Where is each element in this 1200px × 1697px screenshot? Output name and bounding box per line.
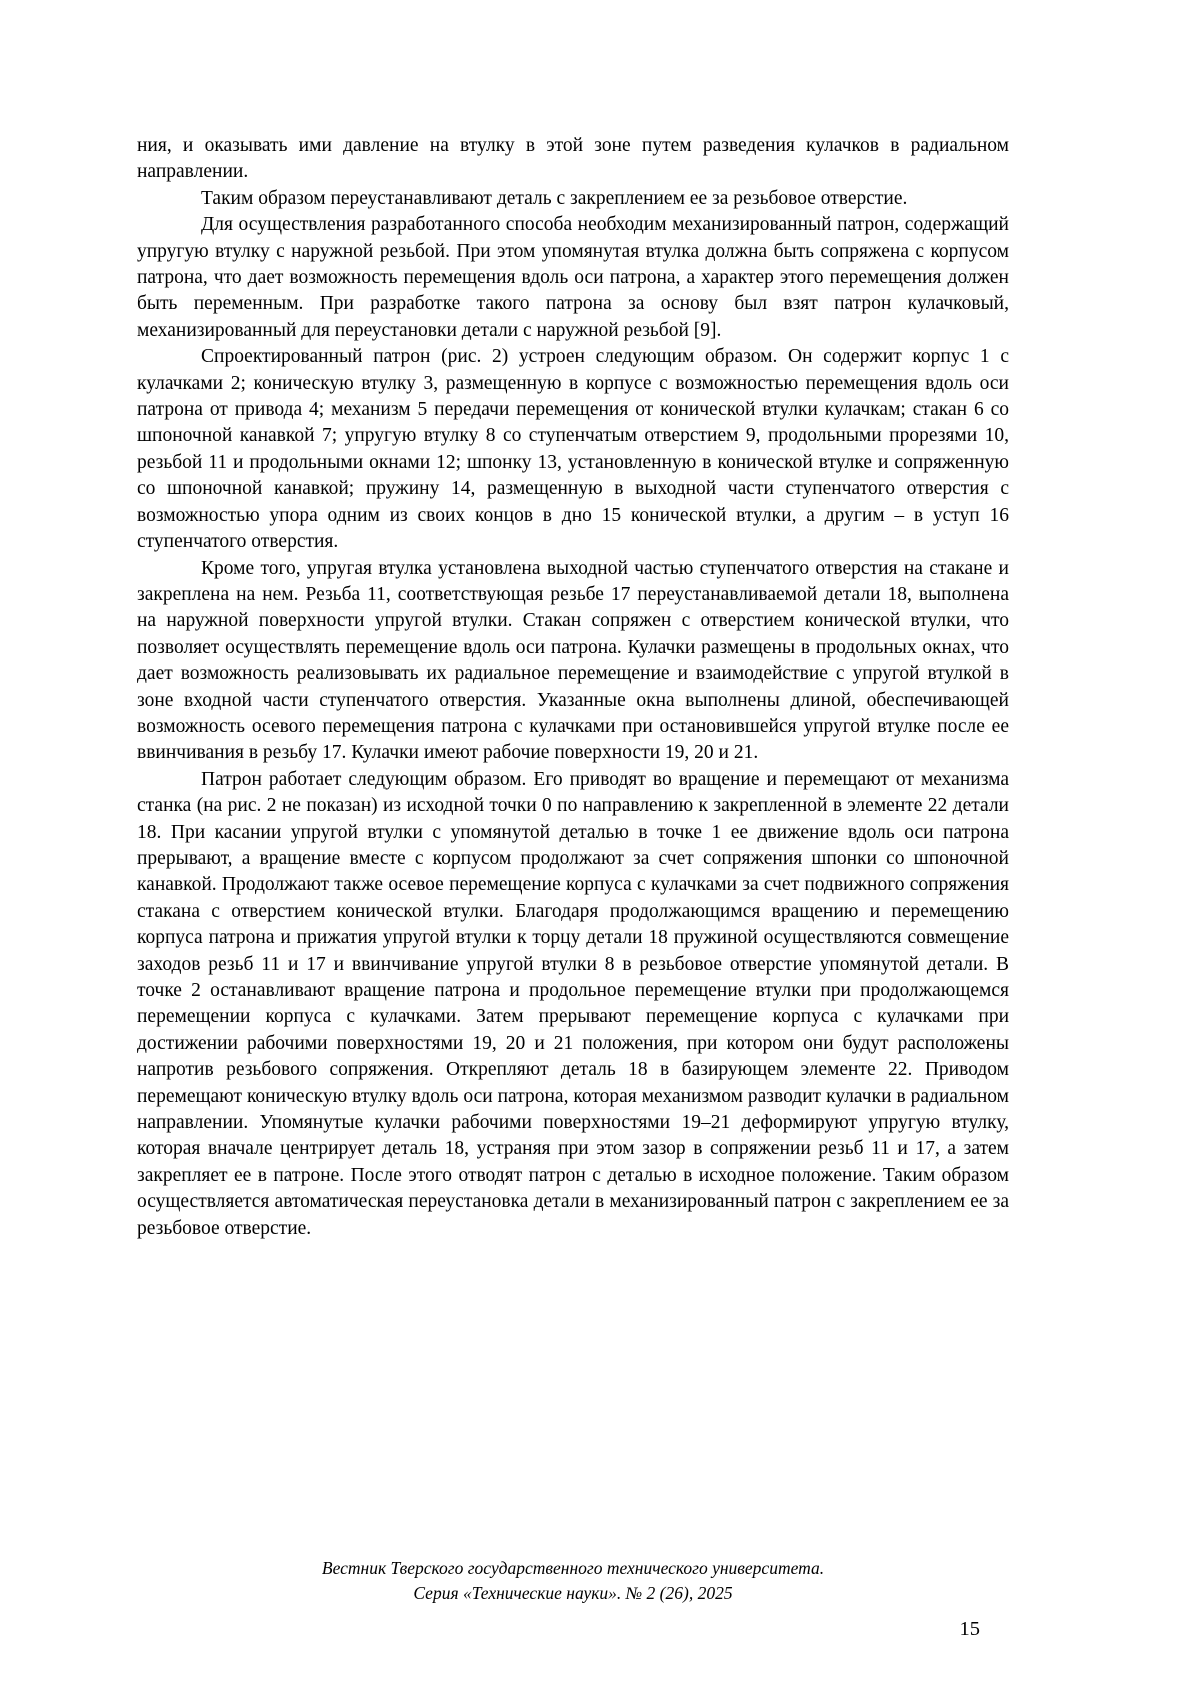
paragraph: Спроектированный патрон (рис. 2) устроен следующим образом. Он содержит корпус 1 с кулачками 2; коническую втулку 3, размещенную в корпусе с возможностью перемещения вдоль оси патрона от привода 4; механизм 5 передачи перемещения от конической втулки кулачкам; стакан 6 со шпоночной канавкой 7; упругую втулку 8 со ступенчатым отверстием 9, продольными прорезями 10, резьбой 11 и продольными окнами 12; шпонку 13, установленную в конической втулке и сопряженную со шпоночной канавкой; пружину 14, размещенную в выходной части ступенчатого отверстия с возможностью упора одним из своих концов в дно 15 конической втулки, а другим – в уступ 16 ступенчатого отверстия. [137,346,1009,553]
paragraph: Таким образом переустанавливают деталь с закреплением ее за резьбовое отверстие. [201,187,908,209]
journal-footer [137,1556,1009,1606]
paragraph: Патрон работает следующим образом. Его приводят во вращение и перемещают от механизма станка (на рис. 2 не показан) из исходной точки 0 по направлению к закрепленной в элементе 22 детали 18. При касании упругой втулки с упомянутой деталью в точке 1 ее движение вдоль оси патрона прерывают, а вращение вместе с корпусом продолжают за счет сопряжения шпонки со шпоночной канавкой. Продолжают также осевое перемещение корпуса с кулачками за счет подвижного сопряжения стакана с отверстием конической втулки. Благодаря продолжающимся вращению и перемещению корпуса патрона и прижатия упругой втулки к торцу детали 18 пружиной осуществляются совмещение заходов резьб 11 и 17 и ввинчивание упругой втулки 8 в резьбовое отверстие упомянутой детали. В точке 2 останавливают вращение патрона и продольное перемещение втулки при продолжающемся перемещении корпуса с кулачками. Затем прерывают перемещение корпуса с кулачками при достижении рабочими поверхностями 19, 20 и 21 положения, при котором они будут расположены напротив резьбового сопряжения. Открепляют деталь 18 в базирующем элементе 22. Приводом перемещают коническую втулку вдоль оси патрона, которая механизмом разводит кулачки в радиальном направлении. Упомянутые кулачки рабочими поверхностями 19–21 деформируют упругую втулку, которая вначале центрирует деталь 18, устраняя при этом зазор в сопряжении резьб 11 и 17, а затем закрепляет ее в патроне. После этого отводят патрон с деталью в исходное положение. Таким образом осуществляется автоматическая переустановка детали в механизированный патрон с закреплением ее за резьбовое отверстие. [137,768,1009,1239]
paragraph: Кроме того, упругая втулка установлена выходной частью ступенчатого отверстия на стакане и закреплена на нем. Резьба 11, соответствующая резьбе 17 переустанавливаемой детали 18, выполнена на наружной поверхности упругой втулки. Стакан сопряжен с отверстием конической втулки, что позволяет осуществлять перемещение вдоль оси патрона. Кулачки размещены в продольных окнах, что дает возможность реализовывать их радиальное перемещение и взаимодействие с упругой втулкой в зоне входной части ступенчатого отверстия. Указанные окна выполнены длиной, обеспечивающей возможность осевого перемещения патрона с кулачками при остановившейся упругой втулке после ее ввинчивания в резьбу 17. Кулачки имеют рабочие поверхности 19, 20 и 21. [137,557,1009,764]
page-number: 15 [959,1618,980,1640]
journal-footer-line-2: Серия «Технические науки». № 2 (26), 2025 [413,1583,733,1603]
paragraph-continuation: ния, и оказывать ими давление на втулку в этой зоне путем разведения кулачков в радиальном направлении. [137,135,1009,183]
body-text [137,133,1009,1242]
journal-footer-line-1: Вестник Тверского государственного технического университета. [321,1558,825,1578]
paragraph: Для осуществления разработанного способа необходим механизированный патрон, содержащий упругую втулку с наружной резьбой. При этом упомянутая втулка должна быть сопряжена с корпусом патрона, что дает возможность перемещения вдоль оси патрона, а характер этого перемещения должен быть переменным. При разработке такого патрона за основу был взят патрон кулачковый, механизированный для переустановки детали с наружной резьбой [9]. [137,214,1009,341]
